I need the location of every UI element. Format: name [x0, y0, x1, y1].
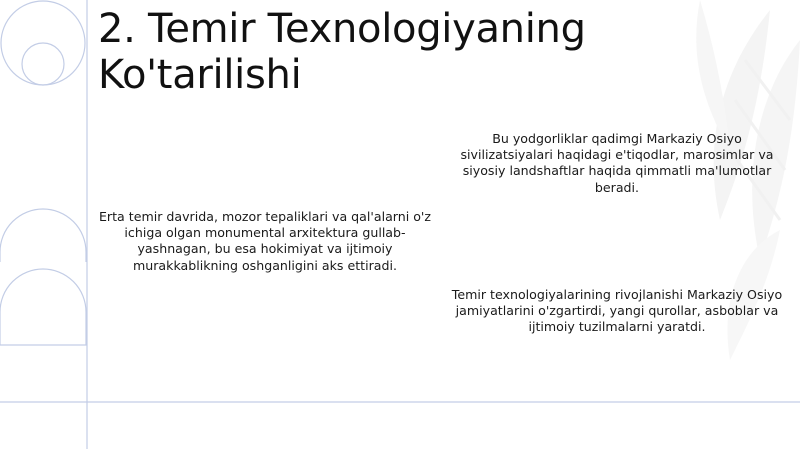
paragraph-iron-technology: Temir texnologiyalarining rivojlanishi Markaziy Osiyo jamiyatlarini o'zgartirdi, yangi qurollar, asboblar va ijtimoiy tuzilmalarni yaratdi.	[451, 287, 783, 335]
small-circle-outline	[22, 43, 64, 85]
lower-arch-outline	[0, 269, 86, 345]
paragraph-early-iron-age: Erta temir davrida, mozor tepaliklari va qal'alarni o'z ichiga olgan monumental arxitektura gullab-yashnagan, bu esa hokimiyat va ijtimoiy murakkablikning oshganligini aks ettiradi.	[98, 209, 432, 273]
upper-arch-outline	[0, 209, 86, 262]
slide-title: 2. Temir Texnologiyaning Ko'tarilishi	[98, 6, 586, 98]
paragraph-monuments-info: Bu yodgorliklar qadimgi Markaziy Osiyo sivilizatsiyalari haqidagi e'tiqodlar, marosimlar va siyosiy landshaftlar haqida qimmatli ma'lumotlar beradi.	[460, 131, 774, 195]
